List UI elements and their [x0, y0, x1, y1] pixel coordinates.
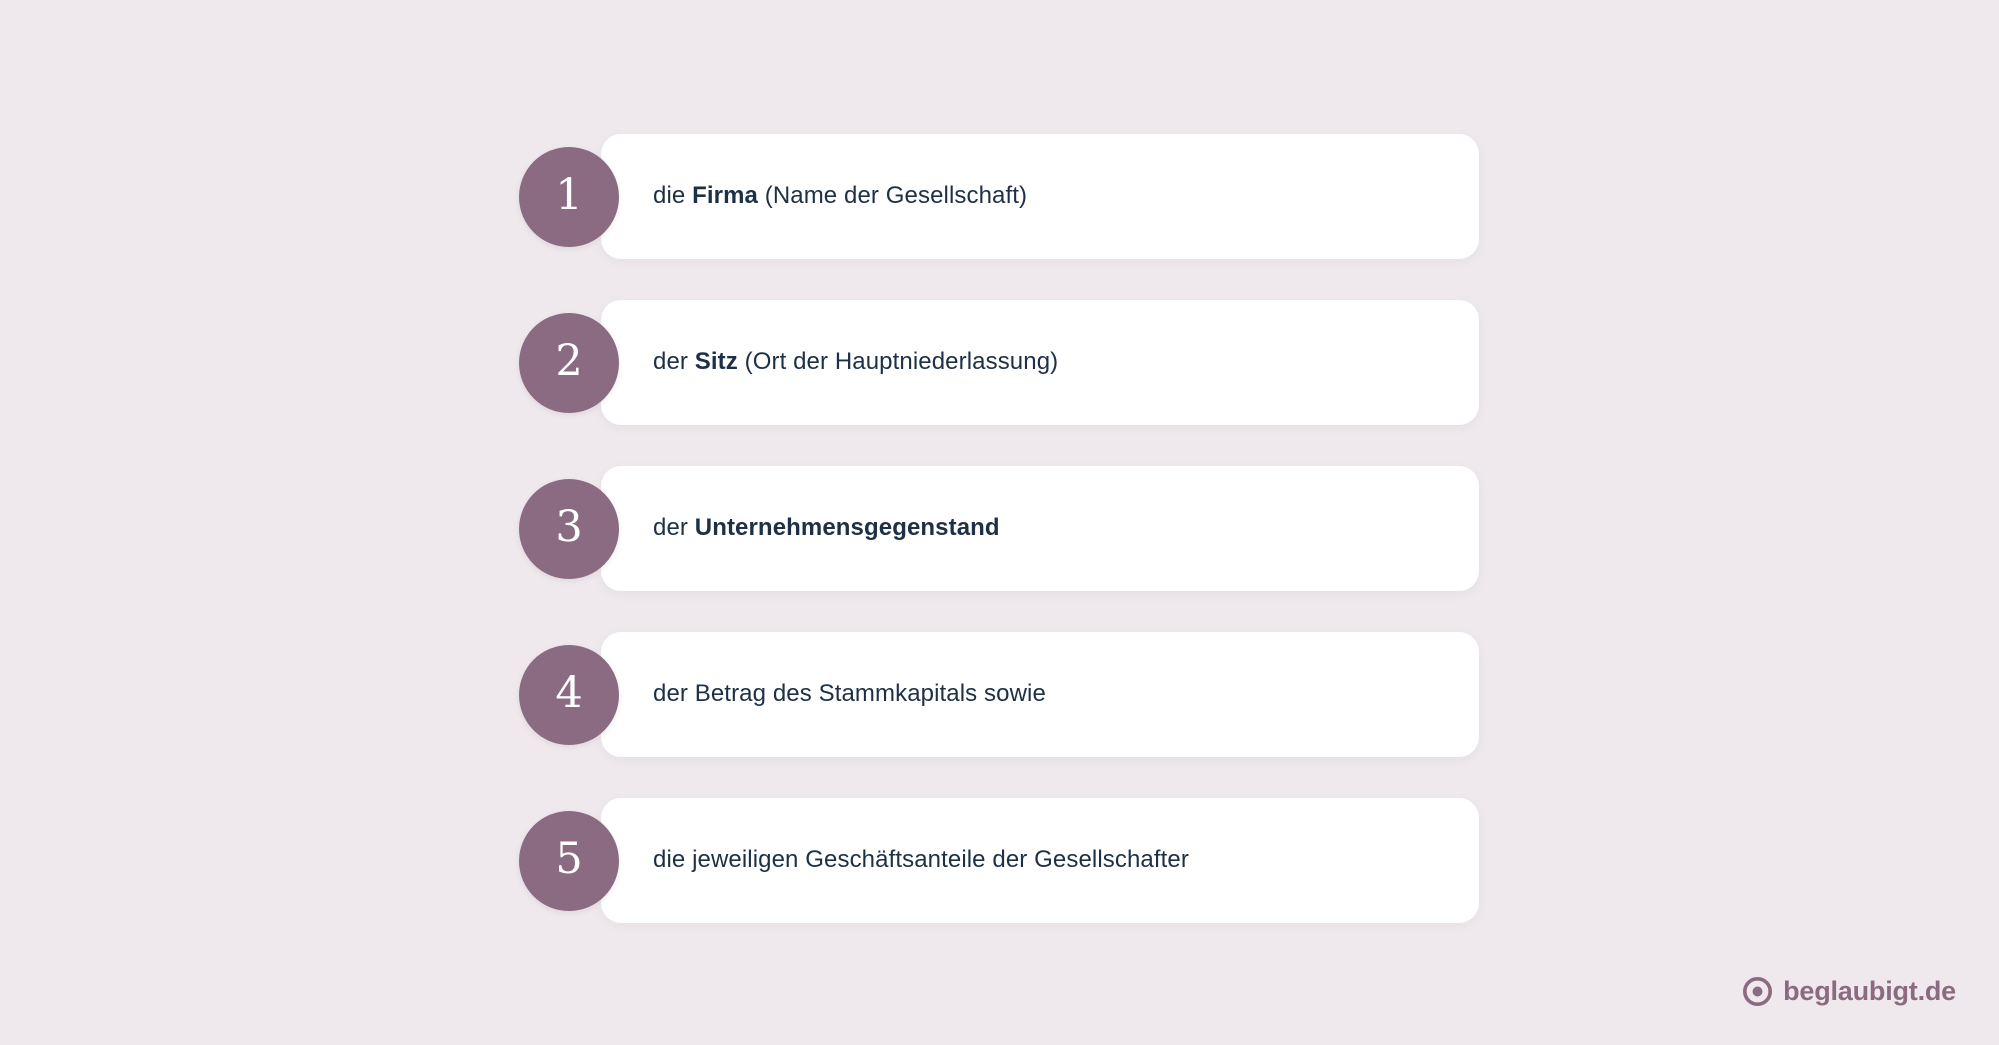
- step-number-badge: 5: [519, 811, 619, 911]
- step-number-badge: 3: [519, 479, 619, 579]
- step-card-text: [653, 180, 1027, 212]
- step-card: [601, 466, 1479, 591]
- step-number-badge: 4: [519, 645, 619, 745]
- circle-target-icon: [1743, 977, 1772, 1006]
- step-number-badge: 2: [519, 313, 619, 413]
- step-text-prefix: der: [653, 514, 695, 542]
- step-number-badge: 1: [519, 147, 619, 247]
- step-card: [601, 300, 1479, 425]
- step-text-strong: Unternehmensgegenstand: [694, 514, 1000, 542]
- brand-logo: [1743, 976, 1956, 1007]
- brand-name: beglaubigt.de: [1783, 976, 1956, 1006]
- step-text-prefix: die: [653, 182, 693, 210]
- step-text-suffix: (Ort der Hauptniederlassung): [737, 348, 1059, 376]
- step-card: [601, 798, 1479, 923]
- step-card: [601, 134, 1479, 259]
- step-text-prefix: der: [653, 348, 695, 376]
- step-card: [601, 632, 1479, 757]
- step-card-text: [653, 512, 1000, 544]
- list-item: [519, 466, 1479, 591]
- step-card-text: [653, 844, 1189, 876]
- list-item: [519, 798, 1479, 923]
- step-text-strong: Sitz: [694, 348, 738, 376]
- list-item: [519, 632, 1479, 757]
- step-text-prefix: die jeweiligen Geschäftsanteile der Gesellschafter: [653, 846, 1189, 874]
- step-text-prefix: der Betrag des Stammkapitals sowie: [653, 680, 1046, 708]
- step-card-text: [653, 678, 1046, 710]
- step-text-strong: Firma: [692, 182, 758, 210]
- step-card-text: [653, 346, 1058, 378]
- numbered-list: [519, 134, 1479, 923]
- list-item: [519, 134, 1479, 259]
- step-text-suffix: (Name der Gesellschaft): [757, 182, 1028, 210]
- list-item: [519, 300, 1479, 425]
